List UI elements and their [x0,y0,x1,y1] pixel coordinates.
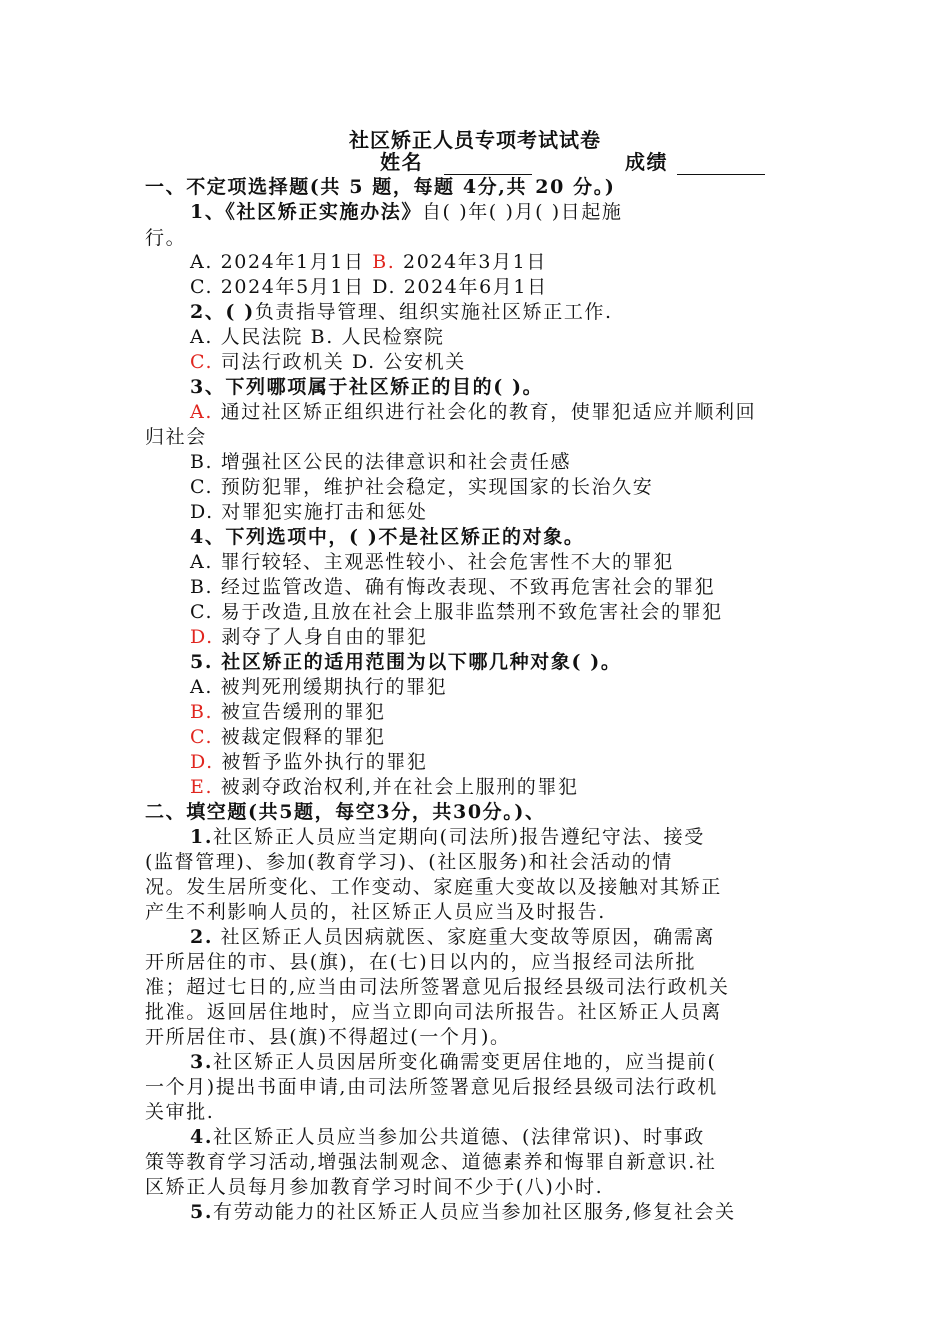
score-label: 成绩 [624,150,669,174]
name-score-row [380,150,950,175]
fill-5-line-1: 5.有劳动能力的社区矫正人员应当参加社区服务,修复社会关 [190,1201,736,1223]
q5-option-c: C. 被裁定假释的罪犯 [190,726,386,748]
q5-option-b: B. 被宣告缓刑的罪犯 [190,701,386,723]
section2-heading: 二、填空题(共5题，每空3分，共30分。)、 [145,801,546,823]
score-blank [677,154,765,175]
q4-option-d: D. 剥夺了人身自由的罪犯 [190,626,428,648]
q2-options-ab: A. 人民法院 B. 人民检察院 [190,326,445,348]
q3-option-a: A. 通过社区矫正组织进行社会化的教育，使罪犯适应并顺利回 [190,401,757,423]
fill-1-line-4: 产生不利影响人员的，社区矫正人员应当及时报告. [145,901,606,923]
q5: 5. 社区矫正的适用范围为以下哪几种对象( )。 [190,651,622,673]
q5-option-d: D. 被暂予监外执行的罪犯 [190,751,428,773]
fill-2-line-1: 2. 社区矫正人员因病就医、家庭重大变故等原因，确需离 [190,926,716,948]
q2-options-cd: C. 司法行政机关 D. 公安机关 [190,351,466,373]
q1: 1、《社区矫正实施办法》自( )年( )月( )日起施 [190,201,623,223]
q5-option-a: A. 被判死刑缓期执行的罪犯 [190,676,448,698]
q4-option-b: B. 经过监管改造、确有悔改表现、不致再危害社会的罪犯 [190,576,716,598]
q3-option-d: D. 对罪犯实施打击和惩处 [190,501,428,523]
fill-2-line-2: 开所居住的市、县(旗)，在(七)日以内的，应当报经司法所批 [145,951,697,973]
page-title: 社区矫正人员专项考试试卷 [349,128,601,152]
fill-1-line-3: 况。发生居所变化、工作变动、家庭重大变故以及接触对其矫正 [145,876,722,898]
q4-option-a: A. 罪行较轻、主观恶性较小、社会危害性不大的罪犯 [190,551,674,573]
fill-4-line-2: 策等教育学习活动,增强法制观念、道德素养和悔罪自新意识.社 [145,1151,717,1173]
q3-option-b: B. 增强社区公民的法律意识和社会责任感 [190,451,572,473]
fill-2-line-3: 准；超过七日的,应当由司法所签署意见后报经县级司法行政机关 [145,976,730,998]
q2: 2、( )负责指导管理、组织实施社区矫正工作. [190,301,613,323]
fill-2-line-5: 开所居住市、县(旗)不得超过(一个月)。 [145,1026,511,1048]
q3-option-a-cont: 归社会 [145,426,207,448]
q1-options-cd: C. 2024年5月1日 D. 2024年6月1日 [190,276,548,298]
fill-4-line-1: 4.社区矫正人员应当参加公共道德、(法律常识)、时事政 [190,1126,705,1148]
fill-3-line-3: 关审批. [145,1101,215,1123]
q1-options-ab: A. 2024年1月1日 B. 2024年3月1日 [190,251,547,273]
name-label: 姓名 [380,150,424,174]
q4: 4、下列选项中，( )不是社区矫正的对象。 [190,526,585,548]
fill-1-line-2: (监督管理)、参加(教育学习)、(社区服务)和社会活动的情 [145,851,673,873]
q3-option-c: C. 预防犯罪，维护社会稳定，实现国家的长治久安 [190,476,654,498]
fill-3-line-1: 3.社区矫正人员因居所变化确需变更居住地的，应当提前( [190,1051,717,1073]
q3: 3、下列哪项属于社区矫正的目的( )。 [190,376,544,398]
fill-1-line-1: 1.社区矫正人员应当定期向(司法所)报告遵纪守法、接受 [190,826,705,848]
name-blank [444,154,532,175]
section1-heading: 一、不定项选择题(共 5 题，每题 4分,共 20 分。) [145,176,616,198]
q5-option-e: E. 被剥夺政治权利,并在社会上服刑的罪犯 [190,776,579,798]
fill-4-line-3: 区矫正人员每月参加教育学习时间不少于(八)小时. [145,1176,604,1198]
fill-3-line-2: 一个月)提出书面申请,由司法所签署意见后报经县级司法行政机 [145,1076,718,1098]
q4-option-c: C. 易于改造,且放在社会上服非监禁刑不致危害社会的罪犯 [190,601,723,623]
q1-cont: 行。 [145,227,187,249]
fill-2-line-4: 批准。返回居住地时，应当立即向司法所报告。社区矫正人员离 [145,1001,722,1023]
